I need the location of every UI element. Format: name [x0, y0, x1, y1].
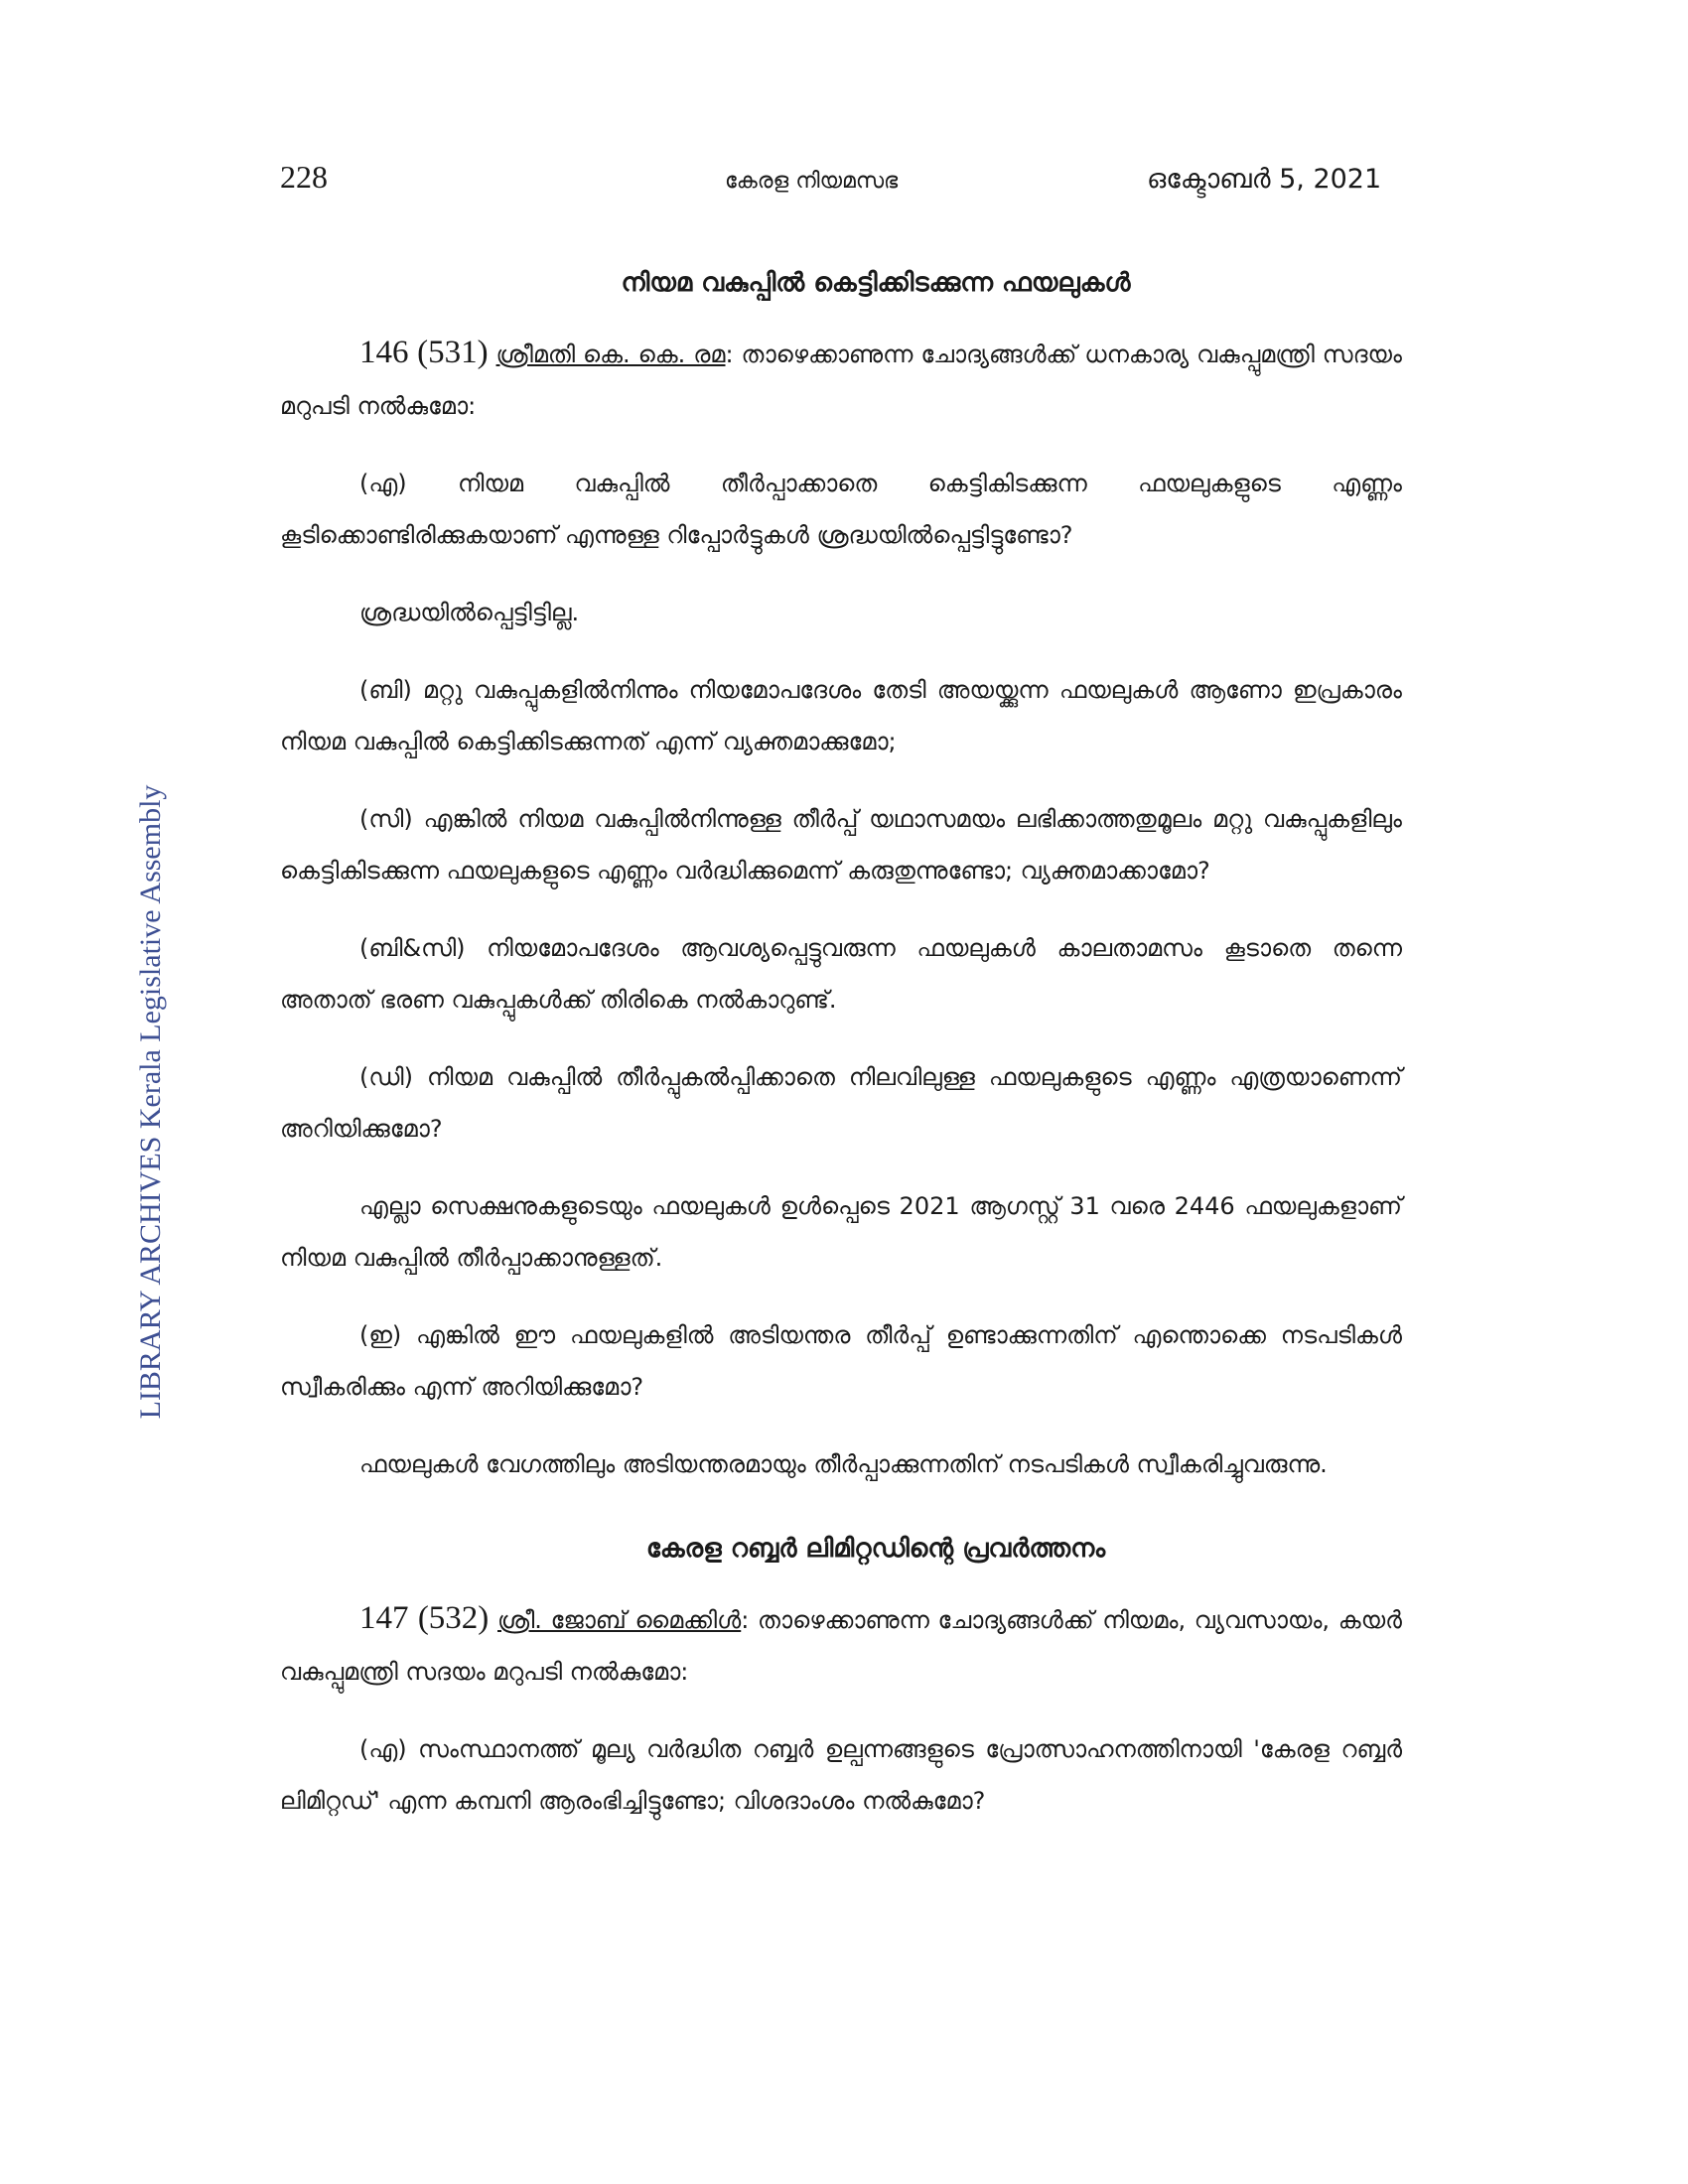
- question-number: 147 (532): [359, 1600, 490, 1636]
- paragraph: (ഡി) നിയമ വകുപ്പിൽ തീർപ്പുകൽപ്പിക്കാതെ നിലവിലുള്ള ഫയലുകളുടെ എണ്ണം എത്രയാണെന്ന് അറിയിക്കുമോ?: [280, 1063, 1402, 1143]
- paragraph: (എ) നിയമ വകുപ്പിൽ തീർപ്പാക്കാതെ കെട്ടികിടക്കുന്ന ഫയലുകളുടെ എണ്ണം കൂടിക്കൊണ്ടിരിക്കുകയാണ് എന്നുള്ള റിപ്പോർട്ടുകൾ ശ്രദ്ധയിൽപ്പെട്ടിട്ടുണ്ടോ?: [280, 470, 1402, 549]
- section-heading-1: നിയമ വകുപ്പിൽ കെട്ടിക്കിടക്കുന്ന ഫയലുകൾ: [621, 268, 1131, 298]
- paragraph: ഫയലുകൾ വേഗത്തിലും അടിയന്തരമായും തീർപ്പാക്കുന്നതിന് നടപടികൾ സ്വീകരിച്ചുവരുന്നു.: [359, 1450, 1328, 1478]
- paragraph: (ബി) മറ്റു വകുപ്പുകളിൽനിന്നും നിയമോപദേശം തേടി അയയ്ക്കുന്ന ഫയലുകൾ ആണോ ഇപ്രകാരം നിയമ വകുപ്പിൽ കെട്ടിക്കിടക്കുന്നത് എന്ന് വ്യക്തമാക്കുമോ;: [280, 676, 1402, 755]
- paragraph: (എ) സംസ്ഥാനത്ത് മൂല്യ വർദ്ധിത റബ്ബർ ഉല്പന്നങ്ങളുടെ പ്രോത്സാഹനത്തിനായി 'കേരള റബ്ബർ ലിമിറ്റഡ്' എന്ന കമ്പനി ആരംഭിച്ചിട്ടുണ്ടോ; വിശദാംശം നൽകുമോ?: [280, 1735, 1402, 1815]
- running-title: കേരള നിയമസഭ: [725, 169, 899, 194]
- question-intro-text: : താഴെക്കാണുന്ന ചോദ്യങ്ങൾക്ക് നിയമം, വ്യവസായം, കയർ വകുപ്പുമന്ത്രി സദയം മറുപടി നൽകുമോ:: [280, 1606, 1402, 1686]
- running-date: ഒക്ടോബർ 5, 2021: [1147, 164, 1382, 195]
- page-number: 228: [280, 159, 328, 195]
- member-name: ശ്രീ. ജോബ് മൈക്കിൾ: [497, 1606, 742, 1634]
- member-name: ശ്രീമതി കെ. കെ. രമ: [495, 341, 726, 368]
- question-146-intro: [280, 327, 1402, 432]
- section-heading-2: കേരള റബ്ബർ ലിമിറ്റഡിന്റെ പ്രവർത്തനം: [645, 1534, 1106, 1564]
- question-intro-text: : താഴെക്കാണുന്ന ചോദ്യങ്ങൾക്ക് ധനകാര്യ വകുപ്പുമന്ത്രി സദയം മറുപടി നൽകുമോ:: [280, 341, 1402, 420]
- question-number: 146 (531): [359, 335, 489, 370]
- question-147-intro: [280, 1592, 1402, 1698]
- paragraph: (ഇ) എങ്കിൽ ഈ ഫയലുകളിൽ അടിയന്തര തീർപ്പ് ഉണ്ടാക്കുന്നതിന് എന്തൊക്കെ നടപടികൾ സ്വീകരിക്കും എന്ന് അറിയിക്കുമോ?: [280, 1321, 1402, 1401]
- paragraph: (സി) എങ്കിൽ നിയമ വകുപ്പിൽനിന്നുള്ള തീർപ്പ് യഥാസമയം ലഭിക്കാത്തതുമൂലം മറ്റു വകുപ്പുകളിലും കെട്ടികിടക്കുന്ന ഫയലുകളുടെ എണ്ണം വർദ്ധിക്കുമെന്ന് കരുതുന്നുണ്ടോ; വ്യക്തമാക്കാമോ?: [280, 805, 1402, 885]
- paragraph: എല്ലാ സെക്ഷനുകളുടെയും ഫയലുകൾ ഉൾപ്പെടെ 2021 ആഗസ്റ്റ് 31 വരെ 2446 ഫയലുകളാണ് നിയമ വകുപ്പിൽ തീർപ്പാക്കാനുള്ളത്.: [280, 1192, 1402, 1272]
- paragraph: ശ്രദ്ധയിൽപ്പെട്ടിട്ടില്ല.: [359, 599, 580, 626]
- paragraph: (ബി&സി) നിയമോപദേശം ആവശ്യപ്പെട്ടുവരുന്ന ഫയലുകൾ കാലതാമസം കൂടാതെ തന്നെ അതാത് ഭരണ വകുപ്പുകൾക്ക് തിരികെ നൽകാറുണ്ട്.: [280, 934, 1402, 1014]
- archive-watermark: LIBRARY ARCHIVES Kerala Legislative Assembly: [134, 784, 167, 1420]
- document-body: [280, 268, 1402, 1852]
